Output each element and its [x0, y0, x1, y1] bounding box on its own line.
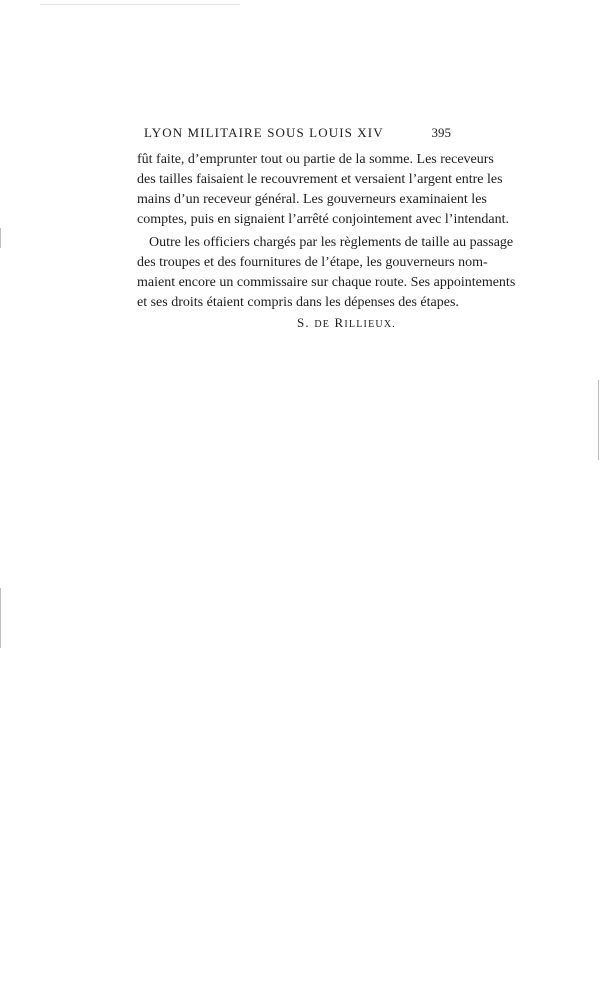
- scan-edge-mark: [598, 380, 599, 460]
- paragraph: [137, 150, 510, 230]
- scan-edge-mark: [40, 4, 240, 5]
- text-line: Outre les officiers chargés par les règlements de taille au passage: [149, 235, 514, 250]
- text-line: mains d’un receveur général. Les gouverneurs examinaient les: [137, 192, 487, 207]
- running-head: [138, 124, 451, 142]
- text-line: comptes, puis en signaient l’arrêté conjointement avec l’intendant.: [137, 212, 510, 227]
- signature-name-rest: ILLIEUX.: [344, 319, 396, 330]
- scan-edge-mark: [0, 228, 1, 248]
- signature-initial: S.: [297, 315, 310, 330]
- signature-name-initial: R: [334, 315, 345, 330]
- body-text: [137, 150, 516, 313]
- running-title: LYON MILITAIRE SOUS LOUIS XIV: [144, 125, 384, 140]
- page-number: 395: [431, 125, 451, 140]
- paragraph: [137, 233, 516, 313]
- scan-edge-mark: [0, 588, 1, 648]
- author-signature: [297, 313, 396, 335]
- text-line: maient encore un commissaire sur chaque route. Ses appointements: [137, 275, 516, 290]
- text-line: fût faite, d’emprunter tout ou partie de la somme. Les receveurs: [137, 152, 494, 167]
- text-line: des tailles faisaient le recouvrement et versaient l’argent entre les: [137, 172, 503, 187]
- signature-particle: DE: [314, 319, 331, 330]
- text-line: des troupes et des fournitures de l’étape, les gouverneurs nom-: [137, 255, 488, 270]
- text-line: et ses droits étaient compris dans les dépenses des étapes.: [137, 295, 459, 310]
